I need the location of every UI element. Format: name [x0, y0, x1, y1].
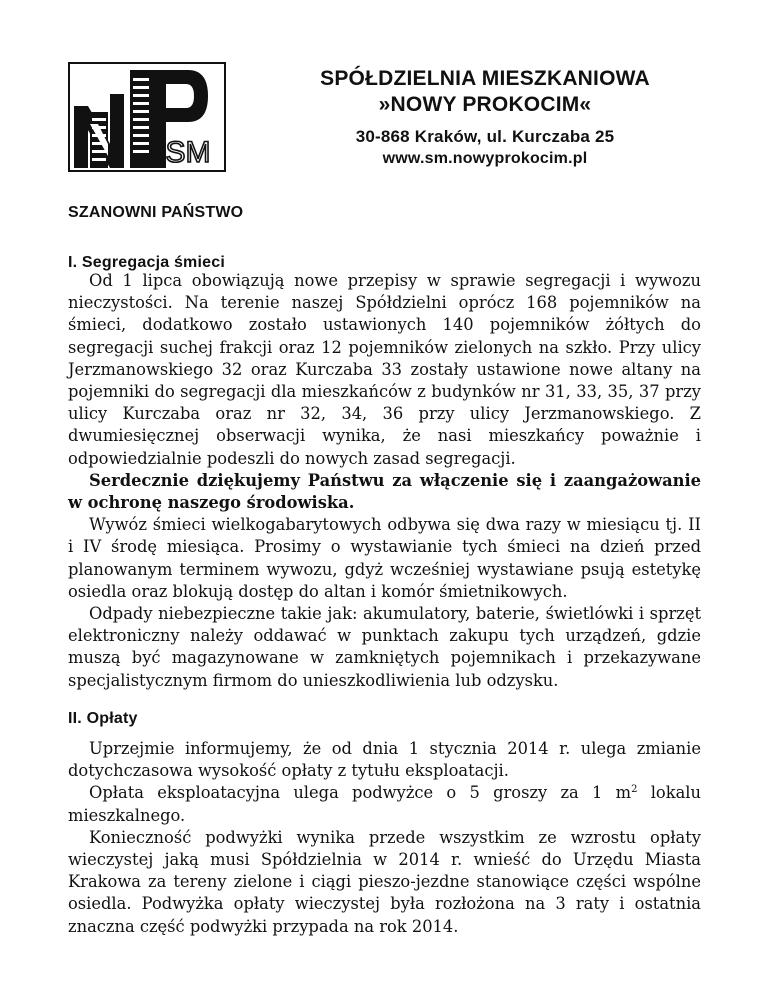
cooperative-name: SPÓŁDZIELNIA MIESZKANIOWA [320, 67, 650, 90]
cooperative-address: 30-868 Kraków, ul. Kurczaba 25 [355, 127, 615, 146]
cooperative-website[interactable]: www.sm.nowyprokocim.pl [382, 150, 588, 167]
fee-text-end: lokalu mieszkalnego. [68, 783, 701, 825]
superscript: 2 [631, 784, 638, 796]
paragraph: Odpady niebezpieczne takie jak: akumulatory, baterie, świetlówki i sprzęt elektroniczny należy oddawać w punktach zakupu tych urządzeń, gdzie muszą być magazynowane w zamkniętych pojemnikach i przekazywane specjalistycznym firmom do unieszkodliwienia lub odzysku. [68, 604, 701, 690]
paragraph: Od 1 lipca obowiązują nowe przepisy w sprawie segregacji i wywozu nieczystości. Na terenie naszej Spółdzielni oprócz 168 pojemników na śmieci, dodatkowo zostało ustawionych 140 pojemników żółtych do segregacji suchej frakcji oraz 12 pojemników zielonych na szkło. Przy ulicy Jerzmanowskiego 32 oraz Kurczaba 33 zostały ustawione nowe altany na pojemniki do segregacji dla mieszkańców z budynków nr 31, 33, 35, 37 przy ulicy Kurczaba oraz nr 32, 34, 36 przy ulicy Jerzmanowskiego. Z dwumiesięcznej obserwacji wynika, że nasi mieszkańcy poważnie i odpowiedzialnie podeszli do nowych zasad segregacji. [68, 271, 701, 468]
section-body-fees [68, 738, 701, 938]
section-title-fees: II. Opłaty [68, 710, 138, 727]
letterhead [300, 66, 670, 170]
paragraph-thanks: Serdecznie dziękujemy Państwu za włączenie się i zaangażowanie w ochronę naszego środowiska. [68, 470, 701, 513]
salutation: SZANOWNI PAŃSTWO [68, 204, 244, 221]
section-title-segregation: I. Segregacja śmieci [68, 254, 225, 271]
paragraph-fee-increase [68, 782, 701, 826]
logo-icon [70, 64, 224, 170]
cooperative-subname: »NOWY PROKOCIM« [378, 93, 592, 116]
svg-text:SM: SM [165, 136, 211, 169]
paragraph: Uprzejmie informujemy, że od dnia 1 stycznia 2014 r. ulega zmianie dotychczasowa wysokość opłaty z tytułu eksploatacji. [68, 739, 701, 781]
logo [68, 62, 226, 172]
fee-text: Opłata eksploatacyjna ulega podwyżce o 5 groszy za 1 m [89, 783, 632, 803]
paragraph: Wywóz śmieci wielkogabarytowych odbywa się dwa razy w miesiącu tj. II i IV środę miesiąca. Prosimy o wystawianie tych śmieci na dzień przed planowanym terminem wywozu, gdyż wcześniej wystawiane psują estetykę osiedla oraz blokują dostęp do altan i komór śmietnikowych. [68, 515, 701, 601]
paragraph: Konieczność podwyżki wynika przede wszystkim ze wzrostu opłaty wieczystej jaką musi Spółdzielnia w 2014 r. wnieść do Urzędu Miasta Krakowa za tereny zielone i ciągi pieszo-jezdne stanowiące części wspólne osiedla. Podwyżka opłaty wieczystej była rozłożona na 3 raty i ostatnia znaczna część podwyżki przypada na rok 2014. [68, 827, 701, 936]
section-body-segregation [68, 270, 701, 692]
